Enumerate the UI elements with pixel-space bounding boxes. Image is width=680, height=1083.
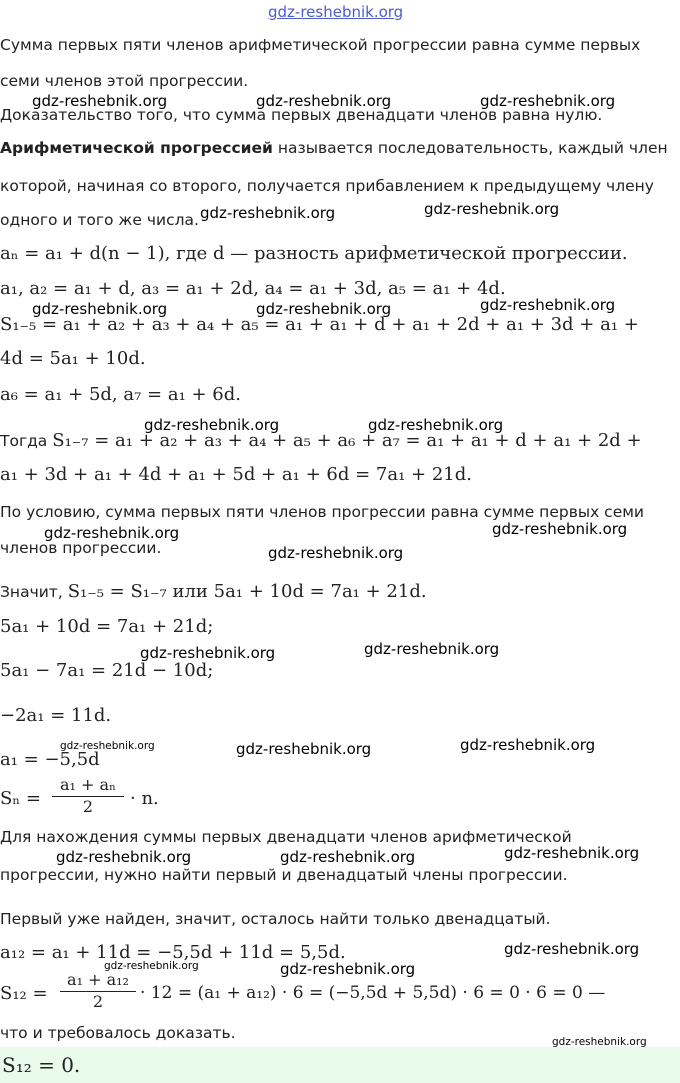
formula-terms: a₁, a₂ = a₁ + d, a₃ = a₁ + 2d, a₄ = a₁ + 3d, a₅ = a₁ + 4d. bbox=[0, 278, 506, 299]
watermark: gdz-reshebnik.org bbox=[200, 204, 336, 222]
definition-line-1 bbox=[0, 139, 668, 157]
sum-12-lhs: S₁₂ = bbox=[0, 983, 48, 1004]
plan-line-3: Первый уже найден, значит, осталось найти только двенадцатый. bbox=[0, 910, 551, 928]
then-word: Тогда bbox=[0, 432, 53, 450]
formula-general-term: aₙ = a₁ + d(n − 1), где d — разность арифметической прогрессии. bbox=[0, 243, 628, 264]
watermark: gdz-reshebnik.org bbox=[504, 940, 640, 958]
watermark: gdz-reshebnik.org bbox=[460, 736, 596, 754]
answer-formula: S₁₂ = 0. bbox=[2, 1053, 81, 1077]
condition-line-2: членов прогрессии. bbox=[0, 539, 162, 557]
watermark: gdz-reshebnik.org bbox=[480, 296, 616, 314]
statement-line-1: Сумма первых пяти членов арифметической прогрессии равна сумме первых bbox=[0, 36, 641, 54]
sum-12-fraction bbox=[60, 970, 136, 1011]
formula-s15-line-1: S₁₋₅ = a₁ + a₂ + a₃ + a₄ + a₅ = a₁ + a₁ + d + a₁ + 2d + a₁ + 3d + a₁ + bbox=[0, 314, 639, 335]
watermark: gdz-reshebnik.org bbox=[32, 300, 168, 318]
site-header-link[interactable]: gdz-reshebnik.org bbox=[268, 3, 404, 21]
equation-step-3: −2a₁ = 11d. bbox=[0, 705, 112, 726]
watermark: gdz-reshebnik.org bbox=[552, 1036, 647, 1048]
equation-step-2: 5a₁ − 7a₁ = 21d − 10d; bbox=[0, 660, 214, 681]
definition-line-3: одного и того же числа. bbox=[0, 211, 199, 229]
watermark: gdz-reshebnik.org bbox=[256, 92, 392, 110]
sum-12-numerator: a₁ + a₁₂ bbox=[60, 970, 136, 992]
watermark: gdz-reshebnik.org bbox=[504, 844, 640, 862]
definition-text: называется последовательность, каждый член bbox=[272, 139, 668, 157]
conclusion-line: что и требовалось доказать. bbox=[0, 1024, 236, 1042]
s17-expression: S₁₋₇ = a₁ + a₂ + a₃ + a₄ + a₅ + a₆ + a₇ = a₁ + a₁ + d + a₁ + 2d + bbox=[52, 430, 642, 451]
therefore-word: Значит, bbox=[0, 583, 68, 601]
watermark: gdz-reshebnik.org bbox=[280, 960, 416, 978]
watermark: gdz-reshebnik.org bbox=[140, 644, 276, 662]
formula-s17-line-1 bbox=[0, 430, 642, 451]
watermark: gdz-reshebnik.org bbox=[56, 848, 192, 866]
watermark: gdz-reshebnik.org bbox=[256, 300, 392, 318]
watermark: gdz-reshebnik.org bbox=[492, 520, 628, 538]
formula-a12: a₁₂ = a₁ + 11d = −5,5d + 11d = 5,5d. bbox=[0, 942, 346, 963]
formula-a6-a7: a₆ = a₁ + 5d, a₇ = a₁ + 6d. bbox=[0, 384, 242, 405]
watermark: gdz-reshebnik.org bbox=[480, 92, 616, 110]
watermark: gdz-reshebnik.org bbox=[236, 740, 372, 758]
sum-n-numerator: a₁ + aₙ bbox=[52, 775, 124, 797]
watermark: gdz-reshebnik.org bbox=[32, 92, 168, 110]
definition-line-2: которой, начиная со второго, получается прибавлением к предыдущему члену bbox=[0, 177, 654, 195]
sum-n-fraction bbox=[52, 775, 124, 816]
plan-line-1: Для нахождения суммы первых двенадцати членов арифметической bbox=[0, 828, 572, 846]
watermark: gdz-reshebnik.org bbox=[44, 524, 180, 542]
definition-term: Арифметической прогрессией bbox=[0, 139, 273, 157]
answer-box bbox=[0, 1047, 680, 1083]
watermark: gdz-reshebnik.org bbox=[364, 640, 500, 658]
equation-step-4: a₁ = −5,5d bbox=[0, 749, 100, 770]
plan-line-2: прогрессии, нужно найти первый и двенадцатый члены прогрессии. bbox=[0, 866, 568, 884]
sum-n-rhs: · n. bbox=[130, 788, 159, 809]
sum-12-rhs: · 12 = (a₁ + a₁₂) · 6 = (−5,5d + 5,5d) · 6 = 0 · 6 = 0 — bbox=[140, 983, 606, 1003]
sum-n-lhs: Sₙ = bbox=[0, 788, 41, 809]
watermark: gdz-reshebnik.org bbox=[280, 848, 416, 866]
task-line: Доказательство того, что сумма первых двенадцати членов равна нулю. bbox=[0, 106, 603, 124]
formula-s15-line-2: 4d = 5a₁ + 10d. bbox=[0, 348, 146, 369]
sum-12-denominator: 2 bbox=[92, 992, 104, 1011]
equation-step-1: 5a₁ + 10d = 7a₁ + 21d; bbox=[0, 616, 214, 637]
watermark: gdz-reshebnik.org bbox=[268, 544, 404, 562]
watermark: gdz-reshebnik.org bbox=[60, 740, 155, 752]
watermark: gdz-reshebnik.org bbox=[144, 416, 280, 434]
watermark: gdz-reshebnik.org bbox=[368, 416, 504, 434]
watermark: gdz-reshebnik.org bbox=[424, 200, 560, 218]
equation-main-expression: S₁₋₅ = S₁₋₇ или 5a₁ + 10d = 7a₁ + 21d. bbox=[67, 581, 427, 602]
sum-n-denominator: 2 bbox=[82, 797, 94, 816]
statement-line-2: семи членов этой прогрессии. bbox=[0, 72, 249, 90]
condition-line-1: По условию, сумма первых пяти членов прогрессии равна сумме первых семи bbox=[0, 503, 644, 521]
equation-main bbox=[0, 581, 427, 602]
watermark: gdz-reshebnik.org bbox=[104, 960, 199, 972]
formula-s17-line-2: a₁ + 3d + a₁ + 4d + a₁ + 5d + a₁ + 6d = 7a₁ + 21d. bbox=[0, 464, 472, 485]
